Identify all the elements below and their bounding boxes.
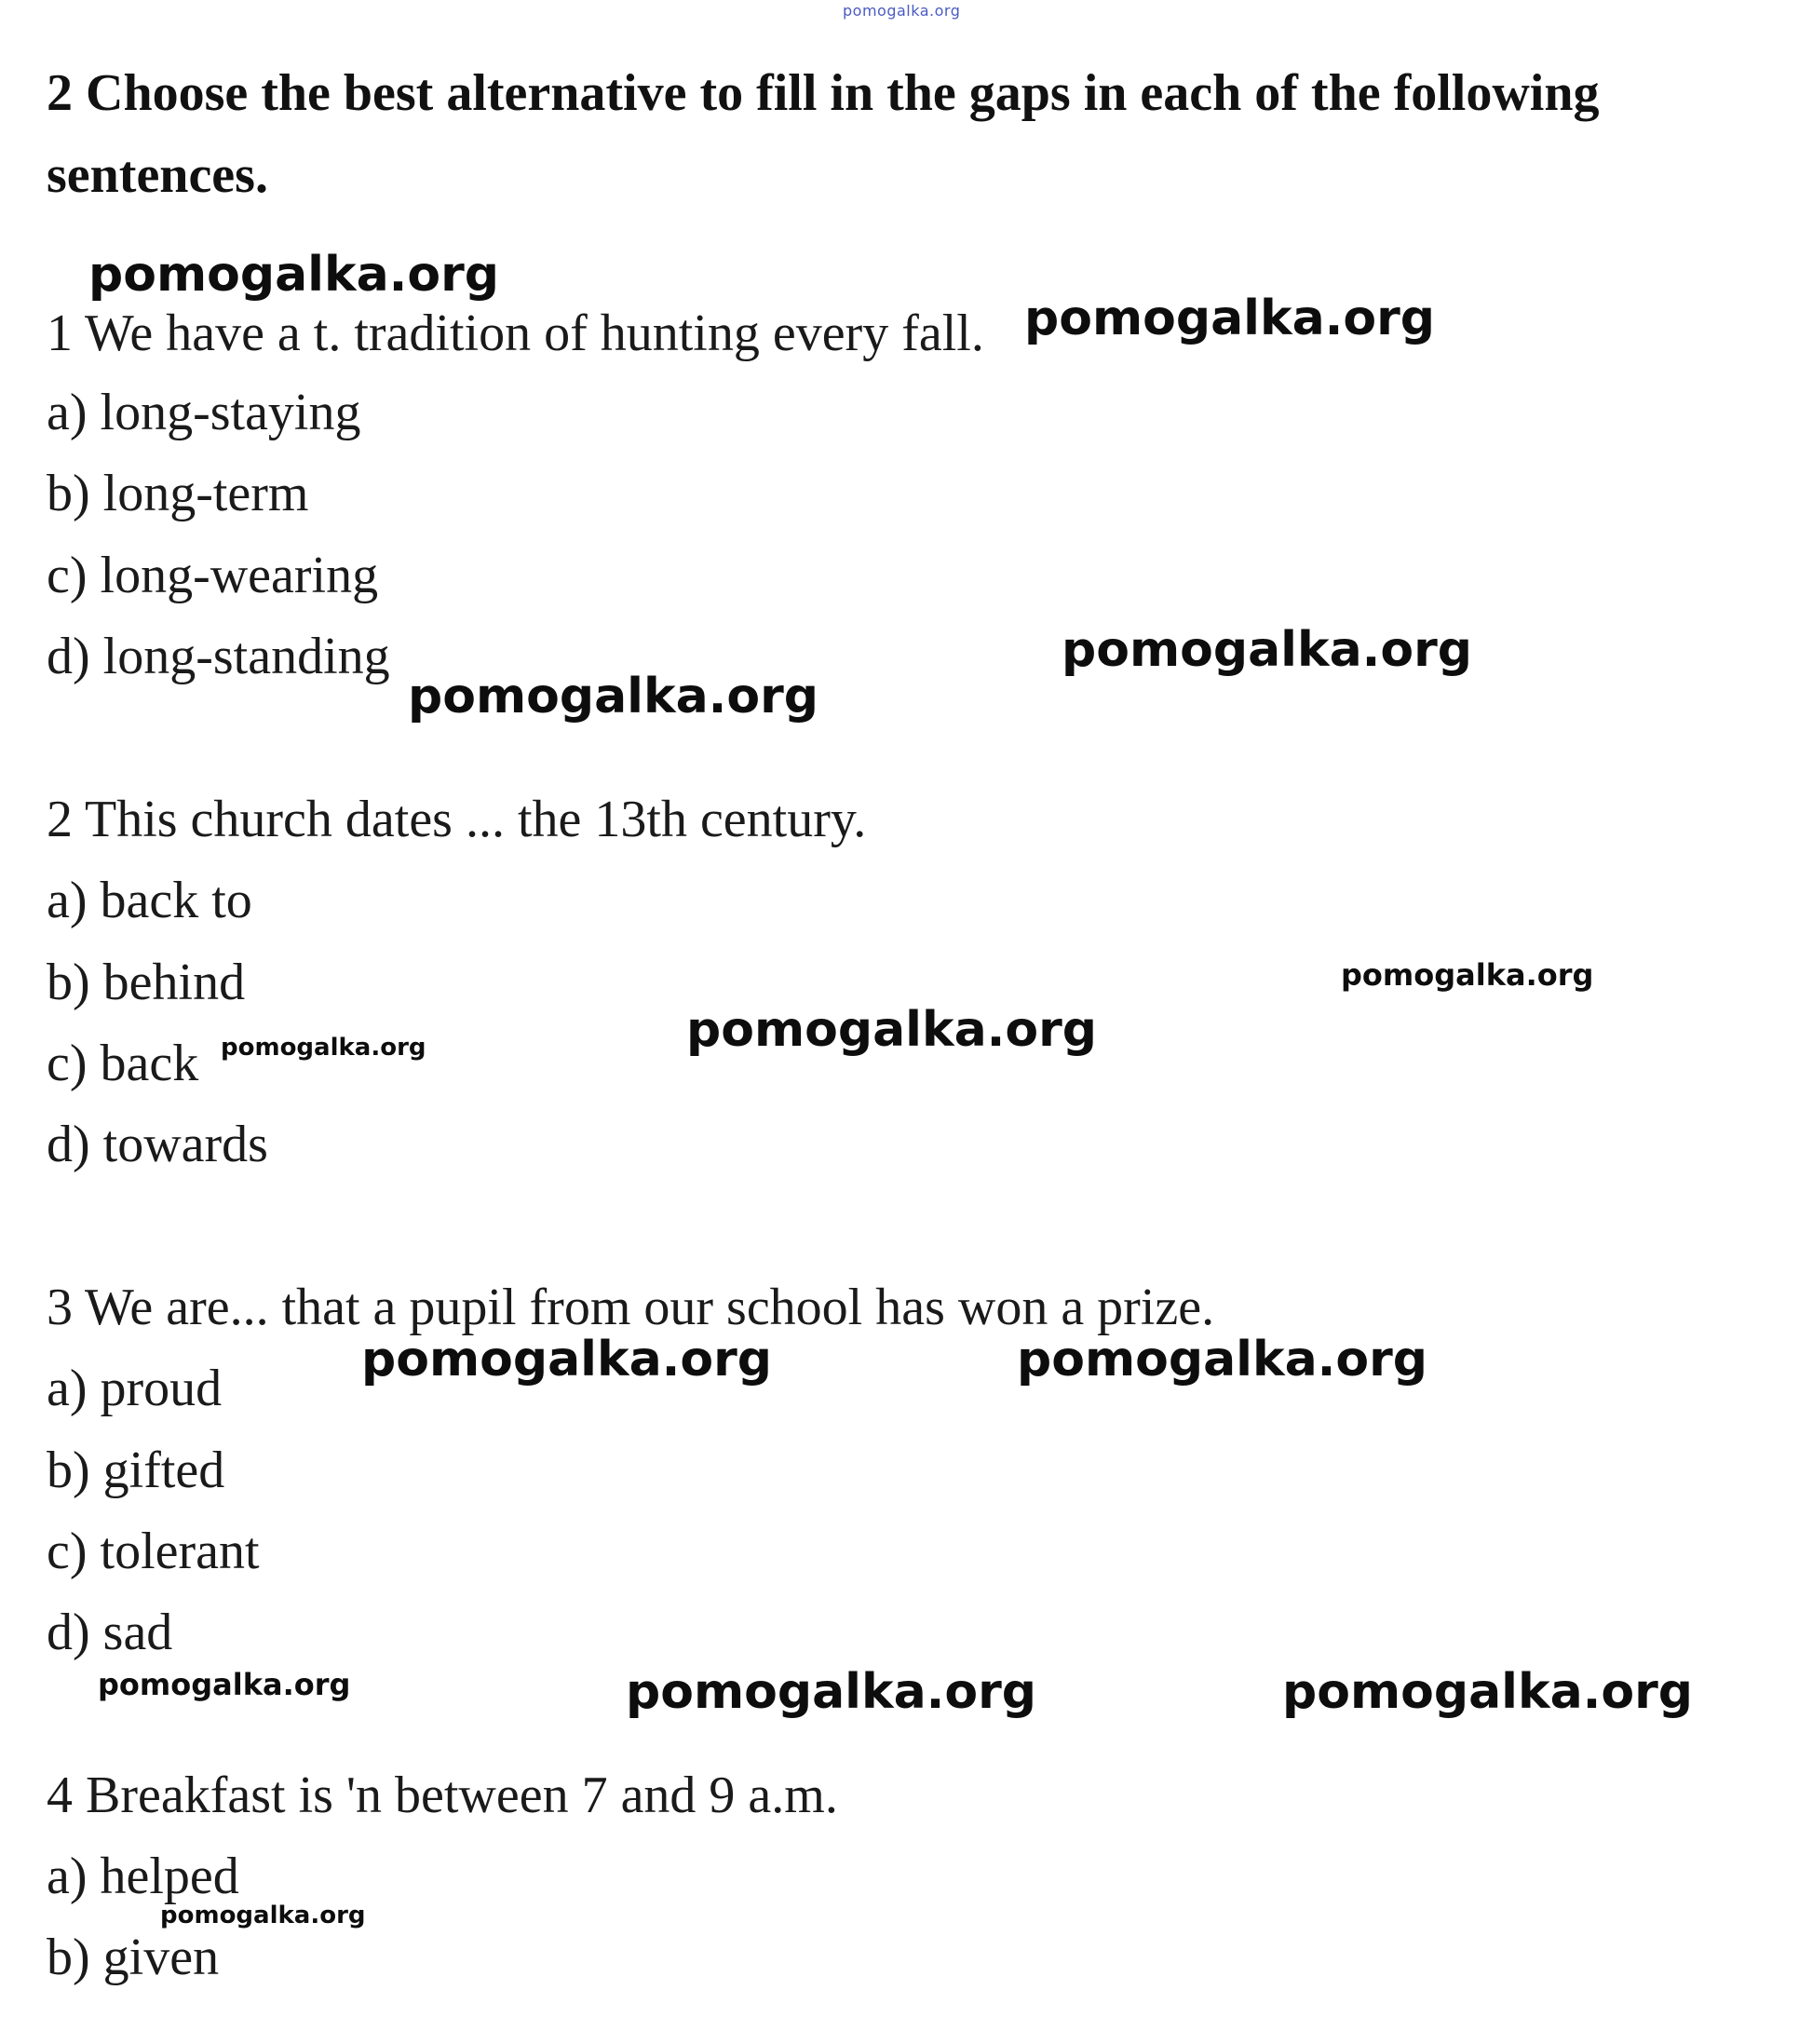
question-3-option-a: a) proud	[47, 1360, 223, 1417]
question-2-option-c: c) back	[47, 1035, 199, 1092]
question-1-option-d: d) long-standing	[47, 628, 390, 685]
question-1-option-c: c) long-wearing	[47, 547, 379, 604]
question-1-text: 1 We have a t. tradition of hunting every fall.	[47, 305, 984, 362]
question-4-option-a: a) helped	[47, 1848, 239, 1905]
question-2-option-d: d) towards	[47, 1116, 268, 1173]
question-2-option-a: a) back to	[47, 872, 252, 929]
watermark: pomogalka.org	[1017, 1332, 1428, 1387]
question-3-text: 3 We are... that a pupil from our school has won a prize.	[47, 1279, 1215, 1336]
watermark: pomogalka.org	[1062, 622, 1473, 678]
question-3-option-d: d) sad	[47, 1604, 173, 1661]
watermark: pomogalka.org	[88, 247, 500, 303]
question-2-text: 2 This church dates ... the 13th century.	[47, 791, 867, 848]
watermark: pomogalka.org	[1341, 957, 1594, 993]
top-watermark: pomogalka.org	[843, 2, 961, 20]
question-1-option-b: b) long-term	[47, 465, 309, 522]
question-4-text: 4 Breakfast is 'n between 7 and 9 a.m.	[47, 1767, 838, 1824]
watermark: pomogalka.org	[686, 1002, 1098, 1058]
exercise-heading: 2 Choose the best alternative to fill in the gaps in each of the following sentences.	[47, 64, 1600, 204]
question-1-option-a: a) long-staying	[47, 384, 361, 441]
watermark: pomogalka.org	[160, 1902, 366, 1929]
watermark: pomogalka.org	[1024, 291, 1436, 346]
watermark: pomogalka.org	[221, 1034, 426, 1062]
question-3-option-b: b) gifted	[47, 1442, 225, 1499]
watermark: pomogalka.org	[626, 1664, 1037, 1720]
watermark: pomogalka.org	[361, 1332, 773, 1387]
watermark: pomogalka.org	[408, 669, 819, 724]
watermark: pomogalka.org	[98, 1667, 351, 1702]
question-4-option-b: b) given	[47, 1929, 220, 1986]
question-3-option-c: c) tolerant	[47, 1523, 260, 1580]
question-2-option-b: b) behind	[47, 954, 246, 1011]
watermark: pomogalka.org	[1282, 1664, 1694, 1720]
